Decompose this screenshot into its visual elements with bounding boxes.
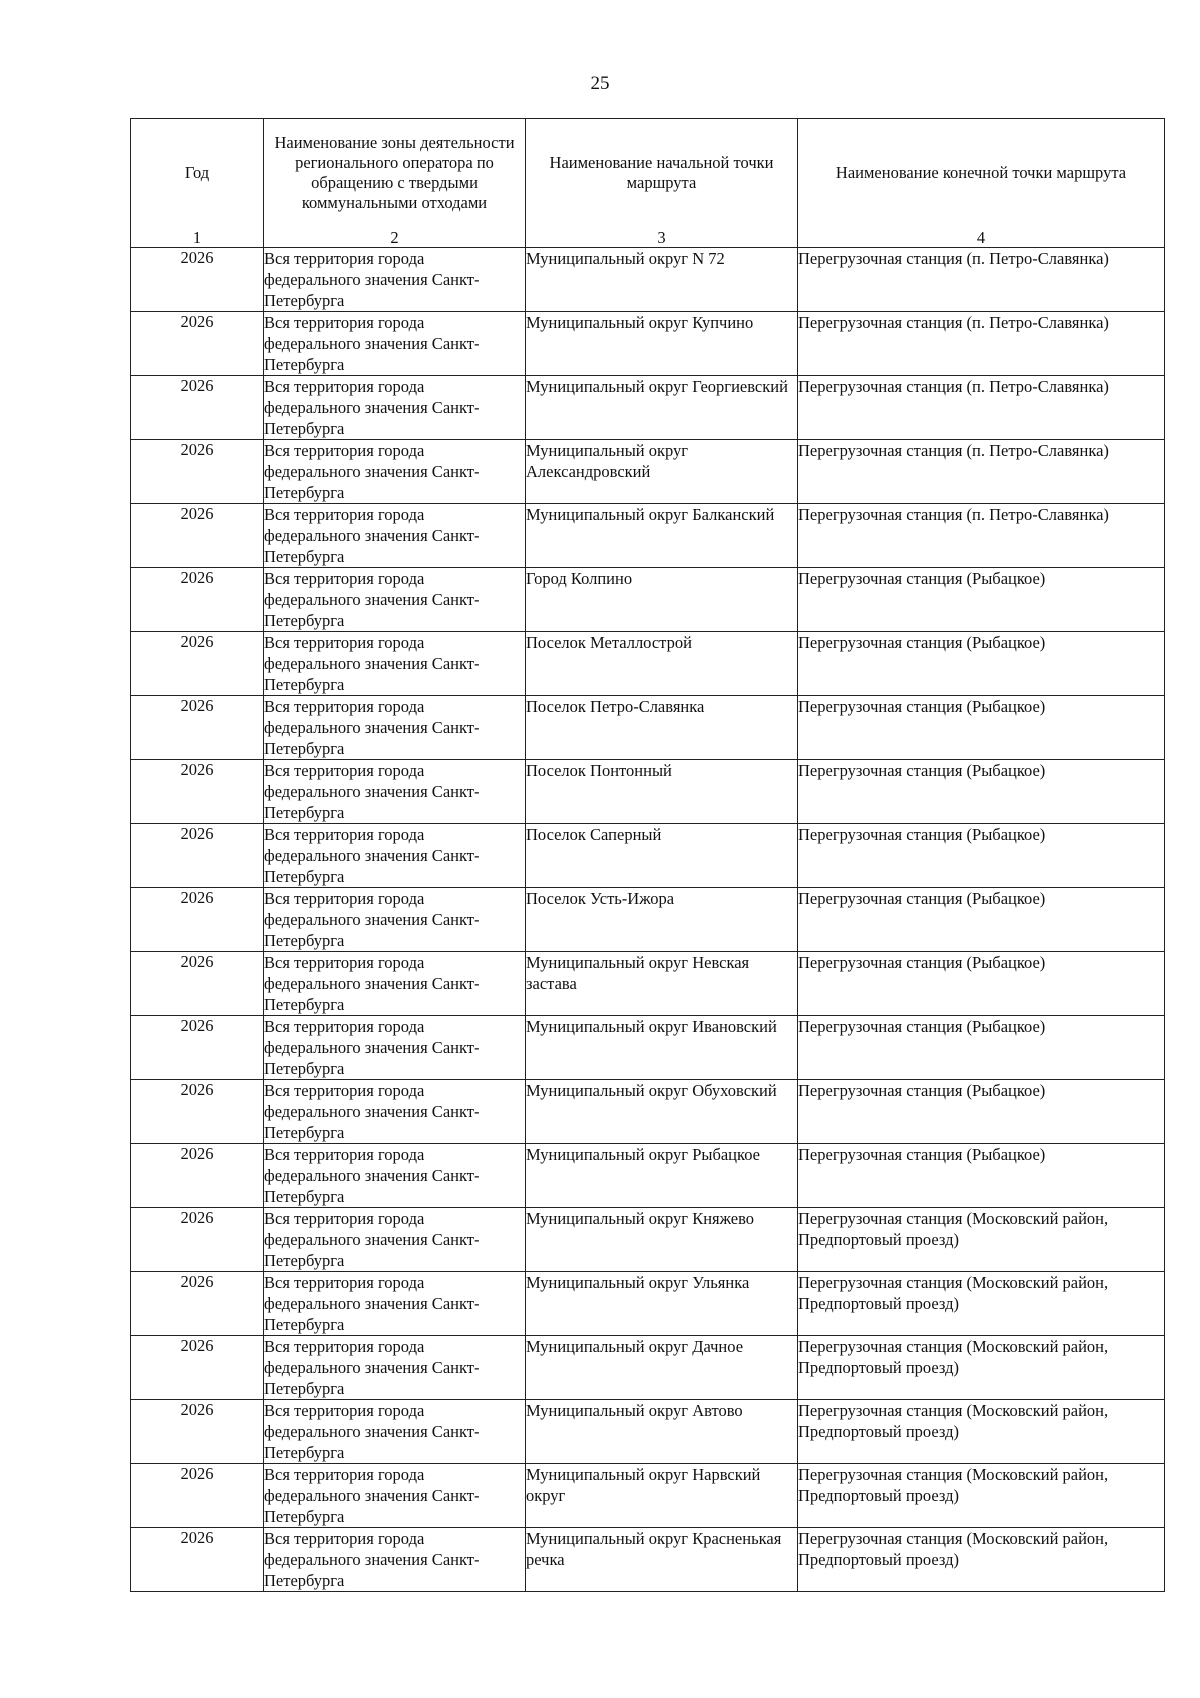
column-number-row [131, 226, 1165, 248]
table-header-row [131, 119, 1165, 227]
table-row [131, 1144, 1165, 1208]
year-cell: 2026 [131, 696, 264, 760]
start-point-cell: Муниципальный округ Купчино [526, 312, 798, 376]
zone-cell: Вся территория города федерального значения Санкт-Петербурга [264, 440, 526, 504]
start-point-cell: Муниципальный округ Георгиевский [526, 376, 798, 440]
end-point-cell: Перегрузочная станция (Рыбацкое) [798, 1016, 1165, 1080]
start-point-cell: Муниципальный округ Ульянка [526, 1272, 798, 1336]
page-number: 25 [590, 73, 610, 94]
table-row [131, 696, 1165, 760]
start-point-cell: Город Колпино [526, 568, 798, 632]
header-start-point: Наименование начальной точки маршрута [526, 119, 798, 227]
zone-cell: Вся территория города федерального значения Санкт-Петербурга [264, 1464, 526, 1528]
start-point-cell: Муниципальный округ Нарвский округ [526, 1464, 798, 1528]
end-point-cell: Перегрузочная станция (Рыбацкое) [798, 1080, 1165, 1144]
table-row [131, 504, 1165, 568]
start-point-cell: Муниципальный округ Рыбацкое [526, 1144, 798, 1208]
year-cell: 2026 [131, 952, 264, 1016]
start-point-cell: Муниципальный округ N 72 [526, 248, 798, 312]
table-row [131, 1016, 1165, 1080]
year-cell: 2026 [131, 1144, 264, 1208]
column-number: 2 [264, 226, 526, 248]
year-cell: 2026 [131, 1208, 264, 1272]
zone-cell: Вся территория города федерального значения Санкт-Петербурга [264, 248, 526, 312]
zone-cell: Вся территория города федерального значения Санкт-Петербурга [264, 376, 526, 440]
zone-cell: Вся территория города федерального значения Санкт-Петербурга [264, 760, 526, 824]
start-point-cell: Муниципальный округ Александровский [526, 440, 798, 504]
zone-cell: Вся территория города федерального значения Санкт-Петербурга [264, 1080, 526, 1144]
end-point-cell: Перегрузочная станция (Рыбацкое) [798, 760, 1165, 824]
table-row [131, 760, 1165, 824]
zone-cell: Вся территория города федерального значения Санкт-Петербурга [264, 568, 526, 632]
table-body [131, 248, 1165, 1592]
year-cell: 2026 [131, 248, 264, 312]
table-row [131, 632, 1165, 696]
start-point-cell: Муниципальный округ Балканский [526, 504, 798, 568]
end-point-cell: Перегрузочная станция (Московский район, Предпортовый проезд) [798, 1464, 1165, 1528]
start-point-cell: Муниципальный округ Ивановский [526, 1016, 798, 1080]
zone-cell: Вся территория города федерального значения Санкт-Петербурга [264, 1400, 526, 1464]
header-year: Год [131, 119, 264, 227]
end-point-cell: Перегрузочная станция (Московский район, Предпортовый проезд) [798, 1528, 1165, 1592]
table-row [131, 1080, 1165, 1144]
end-point-cell: Перегрузочная станция (п. Петро-Славянка) [798, 504, 1165, 568]
end-point-cell: Перегрузочная станция (Рыбацкое) [798, 952, 1165, 1016]
year-cell: 2026 [131, 632, 264, 696]
table-row [131, 824, 1165, 888]
year-cell: 2026 [131, 1400, 264, 1464]
column-number: 3 [526, 226, 798, 248]
table-row [131, 1528, 1165, 1592]
table-row [131, 952, 1165, 1016]
year-cell: 2026 [131, 824, 264, 888]
table-row [131, 1272, 1165, 1336]
table-row [131, 440, 1165, 504]
zone-cell: Вся территория города федерального значения Санкт-Петербурга [264, 696, 526, 760]
year-cell: 2026 [131, 1528, 264, 1592]
end-point-cell: Перегрузочная станция (п. Петро-Славянка) [798, 376, 1165, 440]
start-point-cell: Муниципальный округ Невская застава [526, 952, 798, 1016]
end-point-cell: Перегрузочная станция (Рыбацкое) [798, 824, 1165, 888]
zone-cell: Вся территория города федерального значения Санкт-Петербурга [264, 1336, 526, 1400]
year-cell: 2026 [131, 1336, 264, 1400]
start-point-cell: Муниципальный округ Автово [526, 1400, 798, 1464]
column-number: 1 [131, 226, 264, 248]
year-cell: 2026 [131, 504, 264, 568]
year-cell: 2026 [131, 1016, 264, 1080]
start-point-cell: Поселок Усть-Ижора [526, 888, 798, 952]
table-row [131, 888, 1165, 952]
year-cell: 2026 [131, 568, 264, 632]
table-row [131, 568, 1165, 632]
year-cell: 2026 [131, 440, 264, 504]
zone-cell: Вся территория города федерального значения Санкт-Петербурга [264, 952, 526, 1016]
end-point-cell: Перегрузочная станция (Московский район, Предпортовый проезд) [798, 1272, 1165, 1336]
table-row [131, 1400, 1165, 1464]
start-point-cell: Поселок Саперный [526, 824, 798, 888]
year-cell: 2026 [131, 1272, 264, 1336]
year-cell: 2026 [131, 312, 264, 376]
end-point-cell: Перегрузочная станция (Рыбацкое) [798, 632, 1165, 696]
zone-cell: Вся территория города федерального значения Санкт-Петербурга [264, 888, 526, 952]
table-row [131, 1464, 1165, 1528]
start-point-cell: Поселок Понтонный [526, 760, 798, 824]
column-number: 4 [798, 226, 1165, 248]
start-point-cell: Муниципальный округ Дачное [526, 1336, 798, 1400]
zone-cell: Вся территория города федерального значения Санкт-Петербурга [264, 1208, 526, 1272]
table-row [131, 1336, 1165, 1400]
zone-cell: Вся территория города федерального значения Санкт-Петербурга [264, 312, 526, 376]
year-cell: 2026 [131, 888, 264, 952]
header-end-point: Наименование конечной точки маршрута [798, 119, 1165, 227]
end-point-cell: Перегрузочная станция (п. Петро-Славянка) [798, 440, 1165, 504]
zone-cell: Вся территория города федерального значения Санкт-Петербурга [264, 1144, 526, 1208]
start-point-cell: Поселок Петро-Славянка [526, 696, 798, 760]
table-row [131, 312, 1165, 376]
zone-cell: Вся территория города федерального значения Санкт-Петербурга [264, 632, 526, 696]
start-point-cell: Муниципальный округ Красненькая речка [526, 1528, 798, 1592]
end-point-cell: Перегрузочная станция (п. Петро-Славянка) [798, 312, 1165, 376]
header-zone: Наименование зоны деятельности регионального оператора по обращению с твердыми коммунальными отходами [264, 119, 526, 227]
zone-cell: Вся территория города федерального значения Санкт-Петербурга [264, 1272, 526, 1336]
end-point-cell: Перегрузочная станция (Рыбацкое) [798, 568, 1165, 632]
zone-cell: Вся территория города федерального значения Санкт-Петербурга [264, 1016, 526, 1080]
year-cell: 2026 [131, 1464, 264, 1528]
year-cell: 2026 [131, 376, 264, 440]
start-point-cell: Муниципальный округ Княжево [526, 1208, 798, 1272]
end-point-cell: Перегрузочная станция (Московский район, Предпортовый проезд) [798, 1336, 1165, 1400]
end-point-cell: Перегрузочная станция (Московский район, Предпортовый проезд) [798, 1208, 1165, 1272]
end-point-cell: Перегрузочная станция (п. Петро-Славянка) [798, 248, 1165, 312]
year-cell: 2026 [131, 1080, 264, 1144]
table-row [131, 248, 1165, 312]
end-point-cell: Перегрузочная станция (Рыбацкое) [798, 696, 1165, 760]
zone-cell: Вся территория города федерального значения Санкт-Петербурга [264, 504, 526, 568]
table-row [131, 376, 1165, 440]
routes-table [130, 118, 1165, 1592]
table-row [131, 1208, 1165, 1272]
year-cell: 2026 [131, 760, 264, 824]
end-point-cell: Перегрузочная станция (Рыбацкое) [798, 888, 1165, 952]
start-point-cell: Поселок Металлострой [526, 632, 798, 696]
zone-cell: Вся территория города федерального значения Санкт-Петербурга [264, 824, 526, 888]
end-point-cell: Перегрузочная станция (Рыбацкое) [798, 1144, 1165, 1208]
zone-cell: Вся территория города федерального значения Санкт-Петербурга [264, 1528, 526, 1592]
start-point-cell: Муниципальный округ Обуховский [526, 1080, 798, 1144]
end-point-cell: Перегрузочная станция (Московский район, Предпортовый проезд) [798, 1400, 1165, 1464]
